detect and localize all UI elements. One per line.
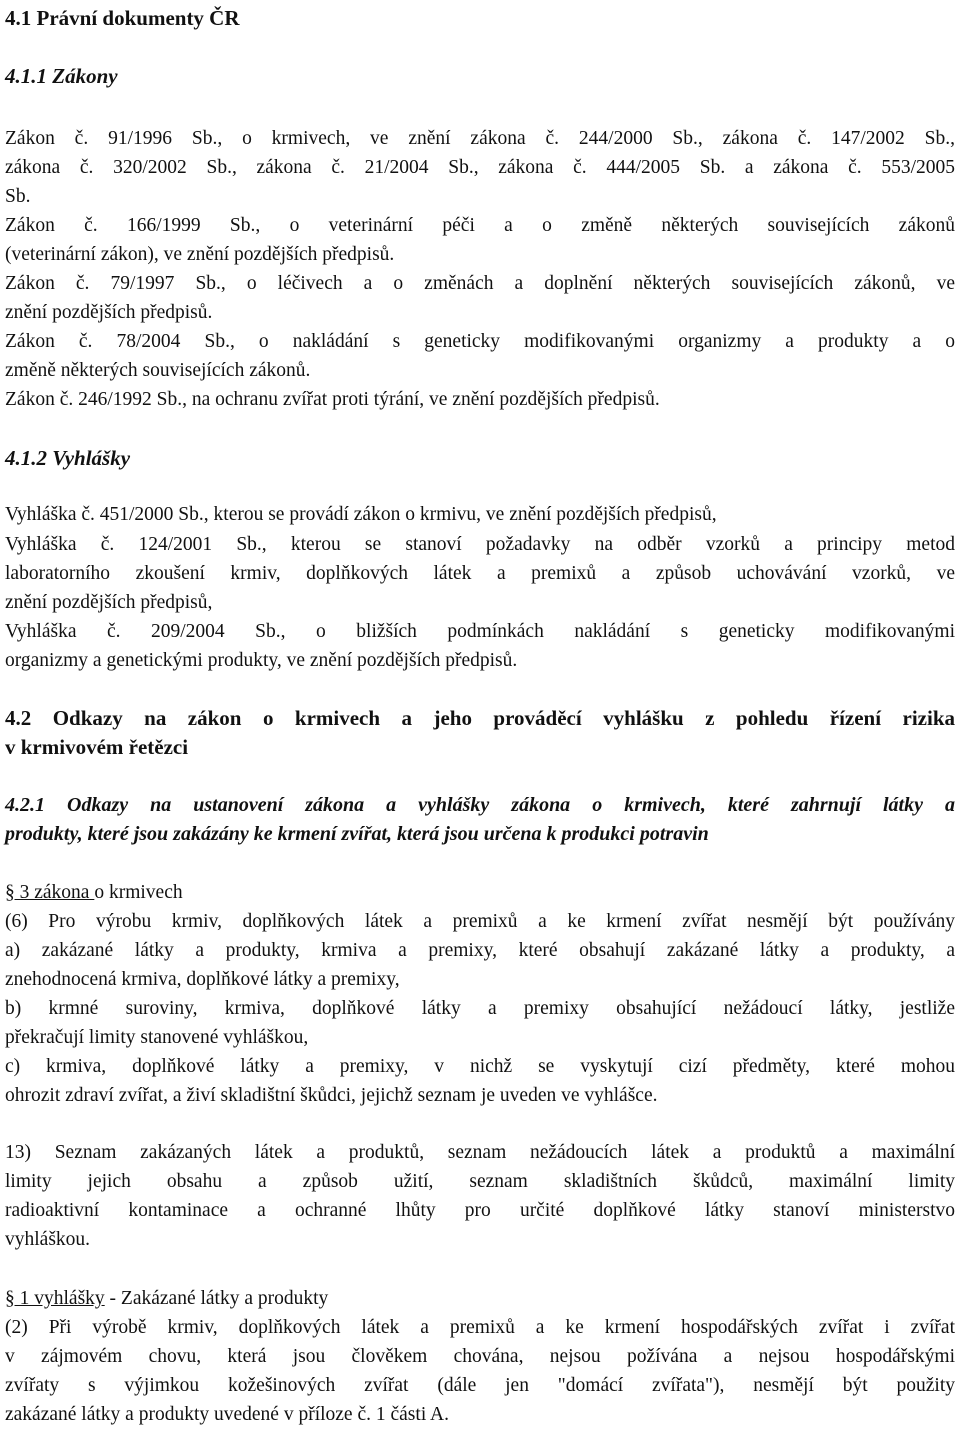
- section-1-ref-rest: - Zakázané látky a produkty: [104, 1288, 329, 1309]
- section-3-line: c) krmiva, doplňkové látky a premixy, v nichž se vyskytují cizí předměty, které mohou: [5, 1056, 955, 1077]
- section-3-line: znehodnocená krmiva, doplňkové látky a premixy,: [5, 969, 400, 990]
- law-line: Zákon č. 246/1992 Sb., na ochranu zvířat proti týrání, ve znění pozdějších předpisů.: [5, 389, 660, 410]
- decree-line: laboratorního zkoušení krmiv, doplňkových látek a premixů a způsob uchovávání vzorků, ve: [5, 563, 955, 584]
- decree-line: Vyhláška č. 451/2000 Sb., kterou se provádí zákon o krmivu, ve znění pozdějších předpisů,: [5, 504, 717, 525]
- section-1-line: zakázané látky a produkty uvedené v příloze č. 1 části A.: [5, 1404, 449, 1425]
- heading-4-1-2: 4.1.2 Vyhlášky: [5, 446, 131, 470]
- heading-4-2-line1: 4.2 Odkazy na zákon o krmivech a jeho prováděcí vyhlášku z pohledu řízení rizika: [5, 706, 955, 730]
- heading-4-2-line2: v krmivovém řetězci: [5, 735, 189, 759]
- note-13-line: vyhláškou.: [5, 1229, 91, 1250]
- decree-line: znění pozdějších předpisů,: [5, 592, 213, 613]
- section-3-line: a) zakázané látky a produkty, krmiva a premixy, které obsahují zakázané látky a produkty, a: [5, 940, 955, 961]
- section-3-line: b) krmné suroviny, krmiva, doplňkové látky a premixy obsahující nežádoucí látky, jestliže: [5, 998, 955, 1019]
- heading-4-1: 4.1 Právní dokumenty ČR: [5, 6, 240, 30]
- law-line: Zákon č. 91/1996 Sb., o krmivech, ve znění zákona č. 244/2000 Sb., zákona č. 147/2002 Sb.,: [5, 128, 955, 149]
- law-line: Zákon č. 79/1997 Sb., o léčivech a o změnách a doplnění některých souvisejících zákonů, ve: [5, 273, 955, 294]
- section-3-line: překračují limity stanovené vyhláškou,: [5, 1027, 309, 1048]
- decree-line: Vyhláška č. 209/2004 Sb., o bližších podmínkách nakládání s geneticky modifikovanými: [5, 621, 955, 642]
- law-line: Sb.: [5, 186, 31, 207]
- section-3-line: (6) Pro výrobu krmiv, doplňkových látek a premixů a ke krmení zvířat nesmějí být používány: [5, 911, 955, 932]
- section-1-line: zvířaty s výjimkou kožešinových zvířat (dále jen "domácí zvířata"), nesmějí být použity: [5, 1375, 955, 1396]
- section-3-ref-rest: o krmivech: [94, 882, 183, 903]
- law-line: (veterinární zákon), ve znění pozdějších předpisů.: [5, 244, 395, 265]
- law-line: zákona č. 320/2002 Sb., zákona č. 21/2004 Sb., zákona č. 444/2005 Sb. a zákona č. 553/2005: [5, 157, 955, 178]
- heading-4-2-1-line2: produkty, které jsou zakázány ke krmení zvířat, která jsou určena k produkci potravin: [5, 823, 709, 845]
- decree-line: organizmy a genetickými produkty, ve znění pozdějších předpisů.: [5, 650, 518, 671]
- law-line: Zákon č. 166/1999 Sb., o veterinární péči a o změně některých souvisejících zákonů: [5, 215, 955, 236]
- decree-line: Vyhláška č. 124/2001 Sb., kterou se stanoví požadavky na odběr vzorků a principy metod: [5, 534, 955, 555]
- note-13-line: radioaktivní kontaminace a ochranné lhůty pro určité doplňkové látky stanoví ministerstvo: [5, 1200, 955, 1221]
- heading-4-1-1: 4.1.1 Zákony: [5, 64, 118, 88]
- section-1-link[interactable]: § 1 vyhlášky: [5, 1288, 105, 1309]
- note-13-line: limity jejich obsahu a způsob užití, seznam skladištních škůdců, maximální limity: [5, 1171, 955, 1192]
- law-line: Zákon č. 78/2004 Sb., o nakládání s geneticky modifikovanými organizmy a produkty a o: [5, 331, 955, 352]
- section-3-reference: [5, 881, 183, 905]
- section-3-line: ohrozit zdraví zvířat, a živí skladištní škůdci, jejichž seznam je uveden ve vyhlášce.: [5, 1085, 658, 1106]
- section-1-line: v zájmovém chovu, která jsou člověkem chována, nejsou požívána a nejsou hospodářskými: [5, 1346, 955, 1367]
- heading-4-2-1-line1: 4.2.1 Odkazy na ustanovení zákona a vyhlášky zákona o krmivech, které zahrnují látky a: [5, 794, 955, 816]
- section-1-line: (2) Při výrobě krmiv, doplňkových látek a premixů a ke krmení hospodářských zvířat i zvířat: [5, 1317, 955, 1338]
- note-13-line: 13) Seznam zakázaných látek a produktů, seznam nežádoucích látek a produktů a maximální: [5, 1142, 955, 1163]
- law-line: změně některých souvisejících zákonů.: [5, 360, 311, 381]
- law-line: znění pozdějších předpisů.: [5, 302, 213, 323]
- section-3-link[interactable]: § 3 zákona: [5, 882, 95, 903]
- section-1-reference: [5, 1287, 328, 1311]
